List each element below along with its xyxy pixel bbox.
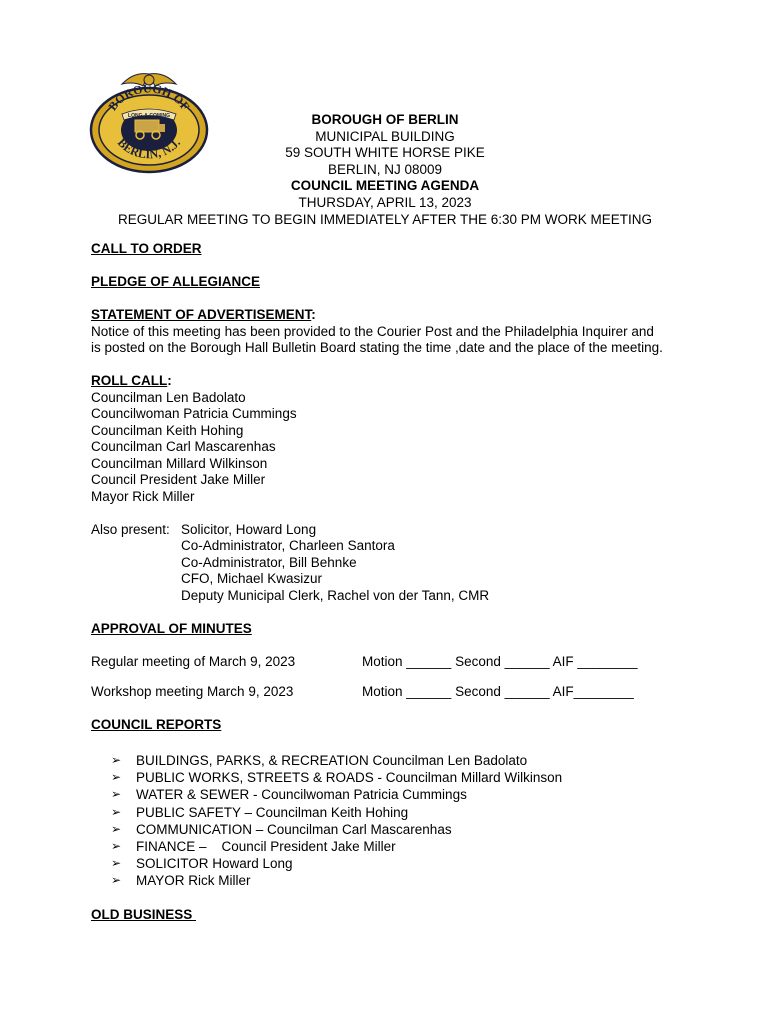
list-item [111, 838, 711, 855]
roll-call-member: Councilwoman Patricia Cummings [91, 406, 297, 421]
report-item-text: WATER & SEWER - Councilwoman Patricia Cummings [136, 787, 467, 803]
roll-call-member: Councilman Carl Mascarenhas [91, 439, 276, 454]
minutes-label: Workshop meeting March 9, 2023 [91, 684, 294, 699]
arrow-bullet-icon: ➢ [111, 787, 122, 802]
arrow-bullet-icon: ➢ [111, 873, 122, 888]
document-header [0, 112, 770, 228]
agenda-body [91, 241, 711, 923]
also-present-label: Also present: [91, 521, 170, 537]
arrow-bullet-icon: ➢ [111, 804, 122, 819]
minutes-motion: Motion ______ Second ______ AIF________ [362, 684, 634, 699]
roll-call-heading: ROLL CALL [91, 373, 168, 388]
list-item [111, 872, 711, 889]
minutes-row [91, 654, 711, 671]
roll-call-colon: : [167, 373, 172, 388]
list-item [111, 821, 711, 838]
roll-call-member: Council President Jake Miller [91, 472, 266, 487]
report-item-text: BUILDINGS, PARKS, & RECREATION Councilman Len Badolato [136, 753, 528, 768]
also-present-person: Co-Administrator, Charleen Santora [181, 538, 395, 553]
list-item [111, 804, 711, 821]
seal-bottom-text: BERLIN, N.J. [114, 135, 184, 162]
report-item-text: MAYOR Rick Miller [136, 873, 251, 889]
report-item-text: SOLICITOR Howard Long [136, 856, 293, 872]
advertisement-heading-line [91, 307, 711, 324]
arrow-bullet-icon: ➢ [111, 753, 122, 767]
list-item [111, 855, 711, 872]
report-item-text: PUBLIC SAFETY – Councilman Keith Hohing [136, 804, 409, 820]
also-present-person: Co-Administrator, Bill Behnke [181, 554, 357, 570]
advertisement-text-2: is posted on the Borough Hall Bulletin Board stating the time ,date and the place of the meeting. [91, 340, 663, 355]
header-street: 59 SOUTH WHITE HORSE PIKE [285, 145, 485, 161]
minutes-label: Regular meeting of March 9, 2023 [91, 653, 296, 669]
advertisement-text-1: Notice of this meeting has been provided to the Courier Post and the Philadelphia Inquirer and [91, 323, 654, 339]
call-to-order-heading: CALL TO ORDER [91, 241, 202, 256]
also-present-block [91, 522, 711, 605]
seal-top-text: BOROUGH OF [105, 81, 193, 114]
header-title: BOROUGH OF BERLIN [311, 112, 459, 127]
header-date: THURSDAY, APRIL 13, 2023 [298, 194, 472, 210]
minutes-row [91, 684, 711, 701]
roll-call-member: Councilman Keith Hohing [91, 422, 244, 438]
report-item-text: FINANCE – Council President Jake Miller [136, 839, 396, 855]
roll-call-member: Councilman Len Badolato [91, 389, 246, 405]
pledge-heading: PLEDGE OF ALLEGIANCE [91, 274, 261, 289]
header-meeting-note: REGULAR MEETING TO BEGIN IMMEDIATELY AFTER THE 6:30 PM WORK MEETING [117, 211, 653, 227]
advertisement-heading: STATEMENT OF ADVERTISEMENT [91, 307, 312, 322]
also-present-person: Solicitor, Howard Long [181, 521, 317, 537]
roll-call-member: Councilman Millard Wilkinson [91, 455, 268, 471]
list-item [111, 769, 711, 786]
report-item-text: COMMUNICATION – Councilman Carl Mascarenhas [136, 821, 452, 837]
also-present-person: CFO, Michael Kwasizur [181, 571, 323, 586]
council-reports-list [91, 752, 711, 890]
old-business-heading: OLD BUSINESS [91, 906, 197, 922]
report-item-text: PUBLIC WORKS, STREETS & ROADS - Councilman Millard Wilkinson [136, 770, 563, 786]
header-city: BERLIN, NJ 08009 [327, 161, 443, 177]
arrow-bullet-icon: ➢ [111, 856, 122, 871]
list-item [111, 786, 711, 803]
council-reports-heading: COUNCIL REPORTS [91, 716, 222, 732]
minutes-motion: Motion ______ Second ______ AIF ________ [362, 653, 638, 669]
header-agenda-title: COUNCIL MEETING AGENDA [290, 178, 480, 194]
arrow-bullet-icon: ➢ [111, 839, 122, 854]
header-building: MUNICIPAL BUILDING [315, 128, 455, 144]
advertisement-colon: : [311, 307, 316, 322]
roll-call-heading-line [91, 373, 711, 390]
seal-ribbon-text: LONG-A-COMING [128, 113, 170, 119]
minutes-heading: APPROVAL OF MINUTES [91, 620, 252, 636]
also-present-person: Deputy Municipal Clerk, Rachel von der Tann, CMR [181, 587, 490, 603]
arrow-bullet-icon: ➢ [111, 821, 122, 836]
also-present-list [181, 522, 489, 605]
arrow-bullet-icon: ➢ [111, 770, 122, 785]
list-item [111, 752, 711, 769]
roll-call-member: Mayor Rick Miller [91, 488, 195, 504]
